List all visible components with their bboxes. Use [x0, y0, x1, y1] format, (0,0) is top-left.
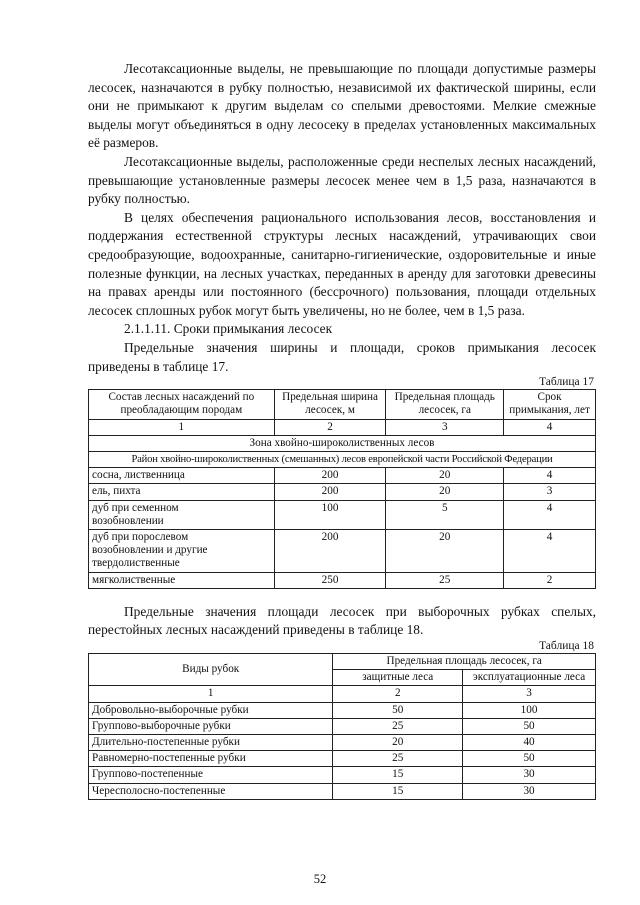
table17-cell-term: 4 [504, 500, 596, 529]
table17-cell-area: 20 [386, 529, 504, 572]
table17-num-3: 3 [386, 419, 504, 435]
table17-cell-name: дуб при порослевом возобновлении и другие твердолиственные [89, 529, 275, 572]
table17-cell-width: 250 [274, 572, 386, 588]
table17-header-term: Срок примыкания, лет [504, 390, 596, 419]
table18-cell-protective: 25 [333, 751, 463, 767]
table18-num-3: 3 [463, 686, 596, 702]
table17-intro: Предельные значения ширины и площади, сроков примыкания лесосек приведены в таблице 17. [88, 339, 596, 374]
table18-num-1: 1 [89, 686, 333, 702]
table17-num-4: 4 [504, 419, 596, 435]
table17 [88, 389, 596, 589]
table-row [89, 572, 596, 588]
table17-header-width: Предельная ширина лесосек, м [274, 390, 386, 419]
section-heading: 2.1.1.11. Сроки примыкания лесосек [124, 321, 333, 337]
table17-cell-area: 20 [386, 468, 504, 484]
table-row [89, 783, 596, 799]
table-row [89, 529, 596, 572]
table17-caption: Таблица 17 [539, 376, 594, 389]
table17-cell-term: 3 [504, 484, 596, 500]
table18-cell-protective: 15 [333, 767, 463, 783]
table18-num-2: 2 [333, 686, 463, 702]
table17-cell-name: ель, пихта [89, 484, 275, 500]
table18-cell-name: Группово-выборочные рубки [89, 718, 333, 734]
table18 [88, 653, 596, 800]
table-row [89, 767, 596, 783]
table-row [89, 702, 596, 718]
table17-region-row [89, 451, 596, 467]
paragraph-3: В целях обеспечения рационального использования лесов, восстановления и поддержания естественной структуры лесных насаждений, утрачивающих свои средообразующие, водоохранные, санитарно-гигиенические, оздоровительные и иные полезные функции, на лесных участках, переданных в аренду для заготовки древесины на правах аренды или постоянного (бессрочного) пользования, площади отдельных лесосек сплошных рубок могут быть увеличены, но не более, чем в 1,5 раза. [88, 209, 596, 318]
table17-header-composition: Состав лесных насаждений по преобладающим породам [89, 390, 275, 419]
table17-cell-area: 20 [386, 484, 504, 500]
paragraph-2: Лесотаксационные выделы, расположенные среди неспелых лесных насаждений, превышающие установленные размеры лесосек менее чем в 1,5 раза, назначаются в рубку полностью. [88, 153, 596, 207]
table18-cell-name: Длительно-постепенные рубки [89, 734, 333, 750]
table18-cell-protective: 25 [333, 718, 463, 734]
table17-cell-name: дуб при семенном возобновлении [89, 500, 275, 529]
table17-cell-term: 4 [504, 529, 596, 572]
table17-cell-width: 200 [274, 468, 386, 484]
table17-zone-row [89, 435, 596, 451]
table18-cell-name: Равномерно-постепенные рубки [89, 751, 333, 767]
table18-number-row [89, 686, 596, 702]
table17-cell-name: сосна, лиственница [89, 468, 275, 484]
table17-num-1: 1 [89, 419, 275, 435]
table17-cell-name: мягколиственные [89, 572, 275, 588]
table18-header-protective: защитные леса [333, 670, 463, 686]
table18-header-types: Виды рубок [89, 653, 333, 685]
table18-cell-name: Группово-постепенные [89, 767, 333, 783]
table17-cell-area: 25 [386, 572, 504, 588]
table18-header-exploitation: эксплуатационные леса [463, 670, 596, 686]
table17-header-area: Предельная площадь лесосек, га [386, 390, 504, 419]
table18-header-group: Предельная площадь лесосек, га [333, 653, 596, 669]
table18-header-row [89, 653, 596, 669]
table18-intro: Предельные значения площади лесосек при выборочных рубках спелых, перестойных лесных насаждений приведены в таблице 18. [88, 603, 596, 638]
table-row [89, 734, 596, 750]
table-row [89, 718, 596, 734]
table-row [89, 751, 596, 767]
table17-cell-term: 2 [504, 572, 596, 588]
table18-caption: Таблица 18 [539, 639, 594, 652]
table18-cell-exploitation: 100 [463, 702, 596, 718]
table18-cell-protective: 15 [333, 783, 463, 799]
table17-region: Район хвойно-широколиственных (смешанных) лесов европейской части Российской Федерации [89, 451, 596, 467]
table17-number-row [89, 419, 596, 435]
page-content [88, 60, 596, 800]
table17-num-2: 2 [274, 419, 386, 435]
table17-header-row [89, 390, 596, 419]
table18-cell-protective: 20 [333, 734, 463, 750]
table17-cell-width: 200 [274, 484, 386, 500]
table17-cell-width: 100 [274, 500, 386, 529]
paragraph-1: Лесотаксационные выделы, не превышающие по площади допустимые размеры лесосек, назначаются в рубку полностью, независимой их фактической ширины, если они не примыкают к другим выделам со спелыми древостоями. Мелкие смежные выделы могут объединяться в одну лесосеку в пределах установленных максимальных её размеров. [88, 61, 596, 151]
table18-cell-exploitation: 50 [463, 751, 596, 767]
table18-cell-exploitation: 30 [463, 767, 596, 783]
table18-cell-name: Чересполосно-постепенные [89, 783, 333, 799]
page-number: 52 [313, 872, 327, 886]
table18-cell-exploitation: 40 [463, 734, 596, 750]
table-row [89, 500, 596, 529]
table18-cell-exploitation: 50 [463, 718, 596, 734]
table18-cell-name: Добровольно-выборочные рубки [89, 702, 333, 718]
table-row [89, 468, 596, 484]
table17-cell-width: 200 [274, 529, 386, 572]
table17-zone: Зона хвойно-широколиственных лесов [89, 435, 596, 451]
table-row [89, 484, 596, 500]
table17-cell-term: 4 [504, 468, 596, 484]
table18-cell-exploitation: 30 [463, 783, 596, 799]
table17-cell-area: 5 [386, 500, 504, 529]
table18-cell-protective: 50 [333, 702, 463, 718]
